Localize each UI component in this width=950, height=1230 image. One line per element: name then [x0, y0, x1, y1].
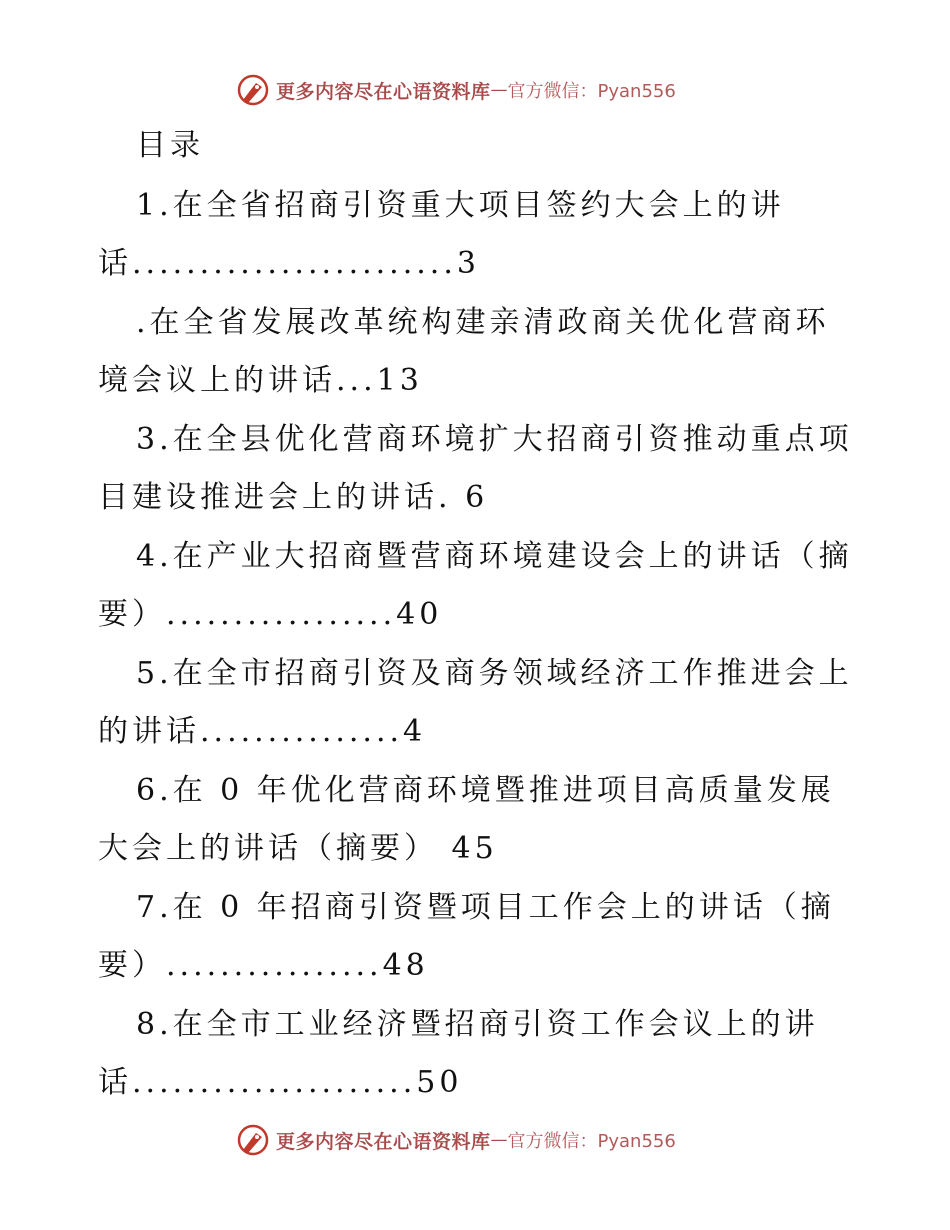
toc-line: 话.....................50 [98, 1065, 463, 1100]
toc-line: 大会上的讲话（摘要） 45 [98, 831, 498, 866]
toc-heading: 目录 [136, 128, 204, 163]
header-banner [0, 70, 950, 110]
footer-banner-content [236, 1120, 676, 1160]
toc-line: 3.在全县优化营商环境扩大招商引资推动重点项 [136, 422, 853, 457]
toc-line: 7.在 0 年招商引资暨项目工作会上的讲话（摘 [136, 890, 835, 925]
header-banner-content [236, 70, 676, 110]
toc-line: 8.在全市工业经济暨招商引资工作会议上的讲 [136, 1007, 819, 1042]
header-dash: — [490, 80, 508, 100]
toc-line: 4.在产业大招商暨营商环境建设会上的讲话（摘 [136, 539, 853, 574]
header-contact: 官方微信：Pyan556 [507, 81, 676, 102]
toc-line: 目建设推进会上的讲话. 6 [98, 480, 489, 515]
toc-line: 要）................48 [98, 948, 429, 983]
toc-line: 5.在全市招商引资及商务领域经济工作推进会上 [136, 656, 853, 691]
toc-line: 1.在全省招商引资重大项目签约大会上的讲 [136, 188, 785, 223]
footer-title: 更多内容尽在心语资料库 [276, 1130, 491, 1153]
footer-banner [0, 1120, 950, 1160]
toc-line: 境会议上的讲话...13 [98, 363, 423, 398]
toc-line: .在全省发展改革统构建亲清政商关优化营商环 [136, 305, 830, 340]
pen-nib-logo-icon [236, 73, 270, 107]
footer-dash: — [490, 1130, 508, 1150]
header-title: 更多内容尽在心语资料库 [276, 80, 491, 103]
toc-line: 6.在 0 年优化营商环境暨推进项目高质量发展 [136, 773, 835, 808]
toc-line: 话........................3 [98, 246, 480, 281]
toc-line: 的讲话...............4 [98, 714, 427, 749]
pen-nib-logo-icon [236, 1123, 270, 1157]
toc-line: 要）.................40 [98, 597, 443, 632]
footer-contact: 官方微信：Pyan556 [507, 1131, 676, 1152]
